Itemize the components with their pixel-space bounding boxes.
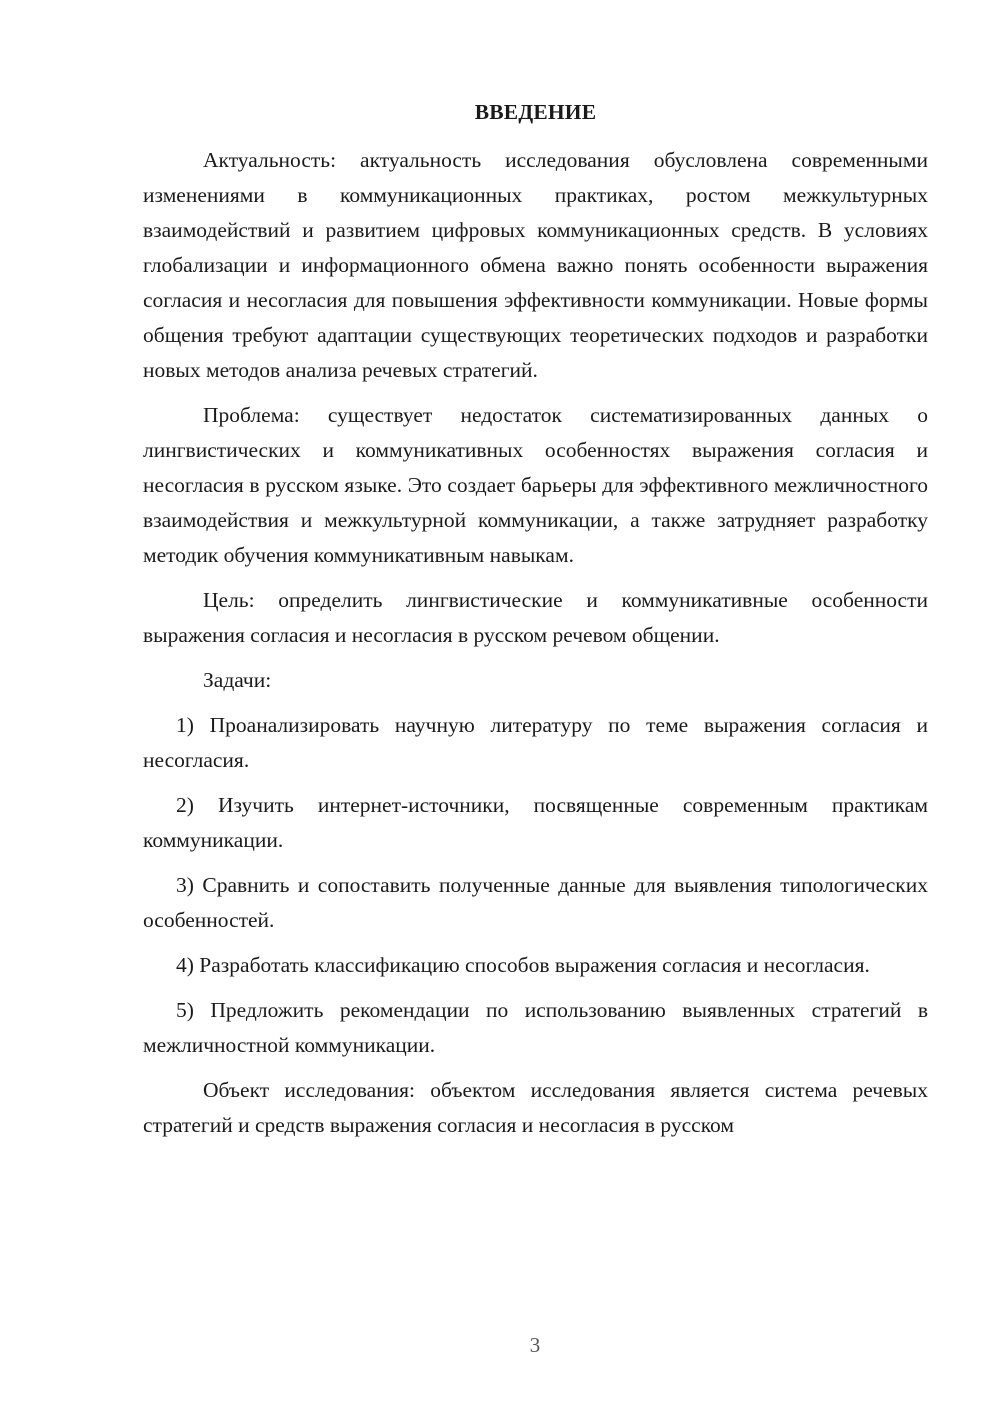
object-paragraph: Объект исследования: объектом исследования является система речевых стратегий и средств выражения согласия и несогласия в русском (143, 1078, 928, 1137)
task-item: 1) Проанализировать научную литературу по теме выражения согласия и несогласия. (143, 713, 928, 772)
relevance-paragraph: Актуальность: актуальность исследования обусловлена современными изменениями в коммуникационных практиках, ростом межкультурных взаимодействий и развитием цифровых коммуникационных средств. В условиях глобализации и информационного обмена важно понять особенности выражения согласия и несогласия для повышения эффективности коммуникации. Новые формы общения требуют адаптации существующих теоретических подходов и разработки новых методов анализа речевых стратегий. (143, 148, 928, 382)
page-number: 3 (529, 1333, 541, 1357)
problem-paragraph: Проблема: существует недостаток систематизированных данных о лингвистических и коммуникативных особенностях выражения согласия и несогласия в русском языке. Это создает барьеры для эффективного межличностного взаимодействия и межкультурной коммуникации, а также затрудняет разработку методик обучения коммуникативным навыкам. (143, 403, 928, 567)
goal-paragraph: Цель: определить лингвистические и коммуникативные особенности выражения согласия и несогласия в русском речевом общении. (143, 588, 928, 647)
task-item: 3) Сравнить и сопоставить полученные данные для выявления типологических особенностей. (143, 873, 928, 932)
tasks-label: Задачи: (203, 668, 272, 692)
task-item: 5) Предложить рекомендации по использованию выявленных стратегий в межличностной коммуникации. (143, 998, 928, 1057)
section-title: ВВЕДЕНИЕ (474, 100, 597, 124)
document-page (143, 95, 928, 1143)
task-item: 2) Изучить интернет-источники, посвященные современным практикам коммуникации. (143, 793, 928, 852)
task-item: 4) Разработать классификацию способов выражения согласия и несогласия. (176, 953, 870, 977)
